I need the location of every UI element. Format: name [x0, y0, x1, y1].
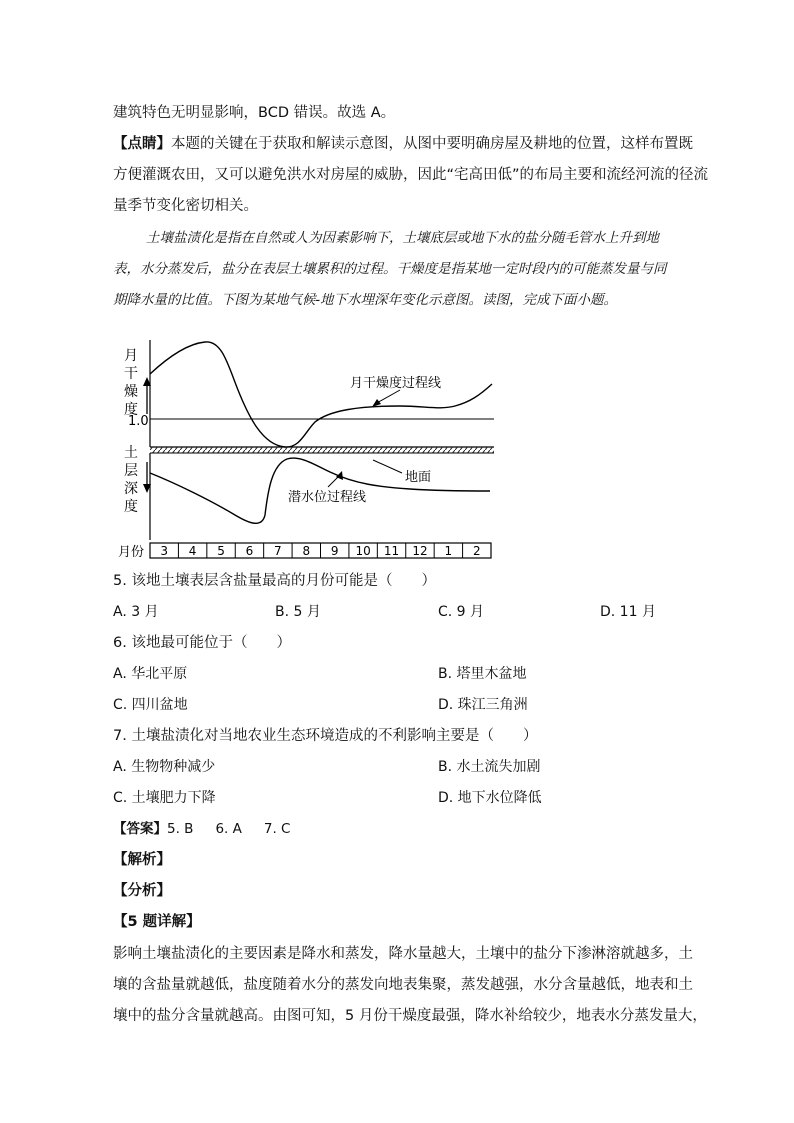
month-tick-label: 10 — [355, 544, 371, 558]
intro-line-1: 建筑特色无明显影响，BCD 错误。故选 A。 — [113, 105, 396, 121]
y-top-value: 1.0 — [128, 414, 149, 429]
q6-option-c[interactable]: C. 四川盆地 — [113, 697, 188, 713]
q5-stem: 5. 该地土壤表层含盐量最高的月份可能是（ ） — [113, 573, 436, 589]
q7-option-a[interactable]: A. 生物物种减少 — [113, 759, 216, 775]
water-table-label: 潜水位过程线 — [288, 490, 367, 505]
analysis-line-3: 壤中的盐分含量就越高。由图可知，5 月份干燥度最强，降水补给较少，地表水分蒸发量大， — [113, 1008, 707, 1024]
intro-line-3: 方便灌溉农田，又可以避免洪水对房屋的威胁，因此“宅高田低”的布局主要和流经河流的径流 — [113, 167, 709, 183]
month-tick-label: 2 — [472, 544, 481, 558]
answer-line — [113, 819, 290, 839]
month-tick-label: 1 — [444, 544, 453, 558]
ground-hatch — [150, 447, 494, 453]
dianjing-label: 【点睛】 — [113, 136, 171, 152]
month-tick-label: 7 — [274, 544, 282, 558]
analysis-line-1: 影响土壤盐渍化的主要因素是降水和蒸发，降水量越大，土壤中的盐分下渗淋溶就越多，土 — [113, 946, 693, 962]
dryness-curve-label: 月干燥度过程线 — [350, 376, 442, 391]
y-top-char-3: 燥 — [124, 384, 138, 400]
jiexi-heading: 【解析】 — [113, 852, 171, 868]
q7-option-d[interactable]: D. 地下水位降低 — [438, 790, 542, 806]
q6-option-b[interactable]: B. 塔里木盆地 — [438, 666, 527, 682]
fenxi-heading: 【分析】 — [113, 883, 171, 899]
q5-option-b[interactable]: B. 5 月 — [275, 604, 321, 620]
analysis-line-2: 壤的含盐量就越低，盐度随着水分的蒸发向地表集聚，蒸发越强，水分含量越低，地表和土 — [113, 977, 693, 993]
q6-stem: 6. 该地最可能位于（ ） — [113, 635, 291, 651]
month-tick-label: 9 — [330, 544, 339, 558]
month-axis-label: 月份 — [118, 545, 145, 560]
answer-7: 7. C — [263, 821, 291, 837]
passage-line-1: 土壤盐渍化是指在自然或人为因素影响下，土壤底层或地下水的盐分随毛管水上升到地 — [146, 230, 659, 246]
climate-groundwater-figure — [110, 335, 500, 565]
q5-option-c[interactable]: C. 9 月 — [438, 604, 485, 620]
dianjing-text: 本题的关键在于获取和解读示意图，从图中要明确房屋及耕地的位置，这样布置既 — [171, 136, 693, 152]
passage-line-2: 表，水分蒸发后，盐分在表层土壤累积的过程。干燥度是指某地一定时段内的可能蒸发量与同 — [113, 261, 667, 277]
q7-option-c[interactable]: C. 土壤肥力下降 — [113, 790, 216, 806]
q7-option-b[interactable]: B. 水土流失加剧 — [438, 759, 541, 775]
month-tick-label: 6 — [245, 544, 254, 558]
month-tick-label: 11 — [383, 544, 400, 558]
month-tick-label: 4 — [188, 544, 197, 558]
q6-option-d[interactable]: D. 珠江三角洲 — [438, 697, 528, 713]
q6-option-a[interactable]: A. 华北平原 — [113, 666, 188, 682]
y-bottom-char-2: 层 — [124, 463, 138, 479]
q5-detail-heading: 【5 题详解】 — [113, 914, 201, 930]
month-tick-label: 12 — [412, 544, 428, 558]
month-tick-label: 5 — [217, 544, 225, 558]
answer-6: 6. A — [215, 821, 242, 837]
q7-stem: 7. 土壤盐渍化对当地农业生态环境造成的不利影响主要是（ ） — [113, 728, 538, 744]
passage-line-3: 期降水量的比值。下图为某地气候-地下水埋深年变化示意图。读图，完成下面小题。 — [113, 292, 618, 308]
y-bottom-char-3: 深 — [124, 481, 138, 497]
intro-line-4: 量季节变化密切相关。 — [113, 198, 258, 214]
y-bottom-char-1: 土 — [124, 445, 138, 461]
month-tick-label: 3 — [160, 544, 169, 558]
dryness-curve — [150, 342, 492, 447]
answer-5: 5. B — [167, 821, 194, 837]
ground-label: 地面 — [405, 470, 432, 485]
intro-line-2 — [113, 134, 693, 154]
month-tick-label: 8 — [302, 544, 311, 558]
y-top-char-4: 度 — [124, 402, 138, 418]
month-cells — [160, 543, 480, 558]
q5-option-a[interactable]: A. 3 月 — [113, 604, 159, 620]
ground-label-pointer — [373, 460, 402, 473]
answer-label: 【答案】 — [113, 821, 167, 837]
y-top-char-1: 月 — [124, 348, 138, 364]
y-top-char-2: 干 — [124, 366, 138, 382]
y-bottom-char-4: 度 — [124, 499, 138, 515]
q5-option-d[interactable]: D. 11 月 — [600, 604, 656, 620]
